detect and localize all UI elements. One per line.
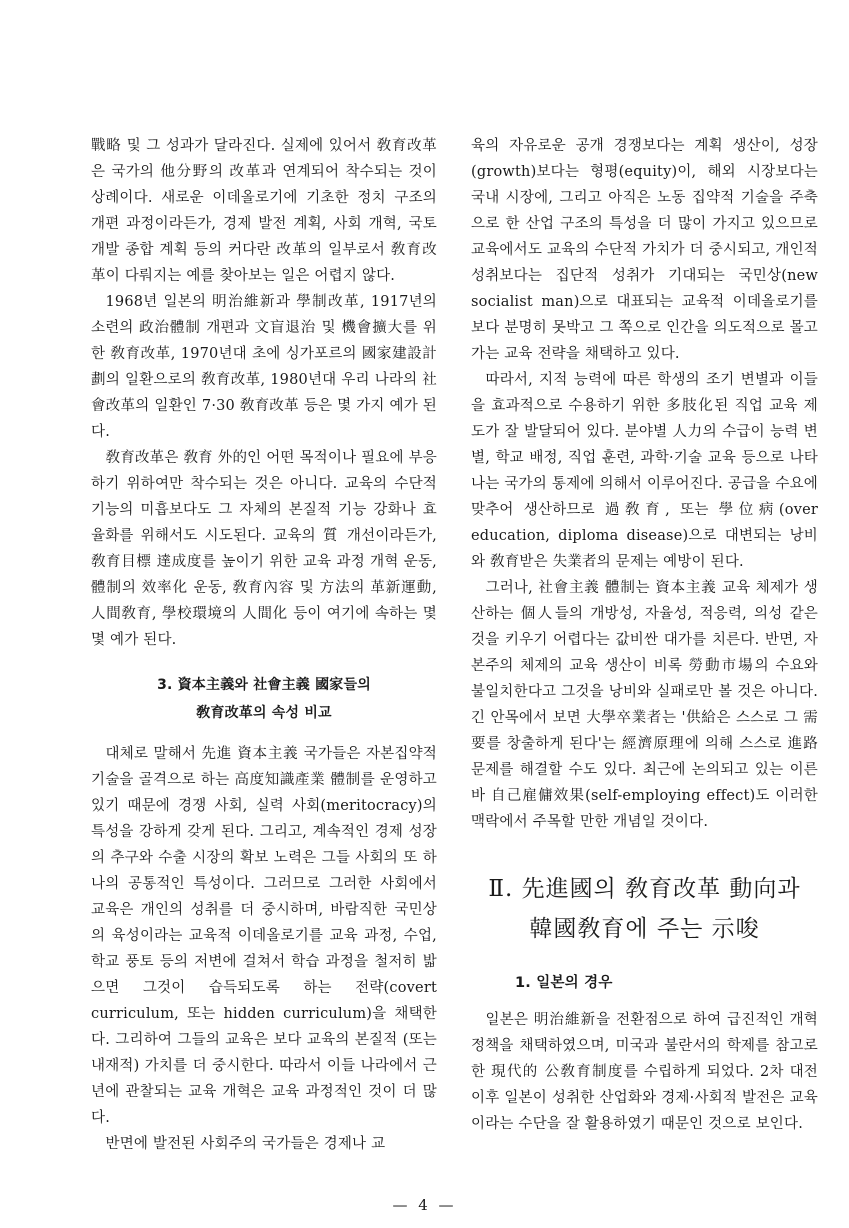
chapter-heading [471, 869, 818, 949]
subsection-heading: 1. 일본의 경우 [515, 975, 613, 991]
body-paragraph: 그러나, 社會主義 體制는 資本主義 교육 체제가 생산하는 個人들의 개방성, 자율성, 적응력, 의성 같은 것을 키우기 어렵다는 값비싼 대가를 치른다. 반면, 자본주의 체제의 교육 생산이 비록 勞動市場의 수요와 불일치한다고 그것을 낭비와 실패로만 볼 것은 아니다. 긴 안목에서 보면 大學卒業者는 '供給은 스스로 그 需要를 창출하게 된다'는 經濟原理에 의해 스스로 進路 문제를 해결할 수도 있다. 최근에 논의되고 있는 이른바 自己雇傭效果(self-employing effect)도 이러한 맥락에서 주목할 만한 개념일 것이다. [471, 580, 818, 830]
body-paragraph: 반면에 발전된 사회주의 국가들은 경제나 교 [105, 1136, 386, 1152]
body-paragraph: 敎育改革은 敎育 外的인 어떤 목적이나 필요에 부응하기 위하여만 착수되는 것은 아니다. 교육의 수단적 기능의 미흡보다도 그 자체의 본질적 기능 강화나 효율화를 위해서도 시도된다. 교육의 質 개선이라든가, 敎育目標 達成度를 높이기 위한 교육 과정 개혁 운동, 體制의 效率化 운동, 敎育內容 및 方法의 革新運動, 人間敎育, 學校環境의 人間化 등이 여기에 속하는 몇몇 예가 된다. [91, 450, 437, 648]
body-paragraph: 1968년 일본의 明治維新과 學制改革, 1917년의 소련의 政治體制 개편과 文盲退治 및 機會擴大를 위한 敎育改革, 1970년대 초에 싱가포르의 國家建設計劃의 일환으로의 敎育改革, 1980년대 우리 나라의 社會改革의 일환인 7·30 敎育改革 등은 몇 가지 예가 된다. [91, 294, 437, 440]
section-heading [91, 671, 437, 727]
body-paragraph: 따라서, 지적 능력에 따른 학생의 조기 변별과 이들을 효과적으로 수용하기 위한 多肢化된 직업 교육 제도가 잘 발달되어 있다. 분야별 人力의 수급이 능력 변별, 학교 배정, 직업 훈련, 과학·기술 교육 등으로 나타나는 국가의 통제에 의해서 이루어진다. 공급을 수요에 맞추어 생산하므로 過敎育, 또는 學位病(over education, diploma disease)으로 대변되는 낭비와 敎育받은 失業者의 문제는 예방이 된다. [471, 372, 818, 570]
body-paragraph: 대체로 말해서 先進 資本主義 국가들은 자본집약적 기술을 골격으로 하는 高度知識產業 體制를 운영하고 있기 때문에 경쟁 사회, 실력 사회(meritocracy)의 특성을 강하게 갖게 된다. 그리고, 계속적인 경제 성장의 추구와 수출 시장의 확보 노력은 그들 사회의 또 하나의 공통적인 특성이다. 그러므로 그러한 사회에서 교육은 개인의 성취를 더 중시하며, 바람직한 국민상의 육성이라는 교육적 이데올로기를 교육 과정, 수업, 학교 풍토 등의 저변에 걸쳐서 학습 과정을 철저히 밟으면 그것이 습득되도록 하는 전략(covert curriculum, 또는 hidden curriculum)을 채택한다. 그리하여 그들의 교육은 보다 교육의 본질적 (또는 내재적) 가치를 더 중시한다. 따라서 이들 나라에서 근년에 관찰되는 교육 개혁은 교육 과정적인 것이 더 많다. [91, 746, 437, 1126]
section-heading-line: 敎育改革의 속성 비교 [196, 705, 332, 721]
right-column [471, 133, 818, 1137]
page-number: — 4 — [392, 1196, 457, 1214]
chapter-heading-line: Ⅱ. 先進國의 敎育改革 動向과 [488, 876, 801, 902]
section-heading-line: 3. 資本主義와 社會主義 國家들의 [157, 677, 371, 693]
chapter-heading-line: 韓國敎育에 주는 示唆 [529, 916, 760, 942]
body-paragraph: 일본은 明治維新을 전환점으로 하여 급진적인 개혁 정책을 채택하였으며, 미국과 불란서의 학제를 참고로 한 現代的 公敎育制度를 수립하게 되었다. 2차 대전 이후 일본이 성취한 산업화와 경제·사회적 발전은 교육이라는 수단을 잘 활용하였기 때문인 것으로 보인다. [471, 1012, 818, 1132]
left-column [91, 133, 437, 1157]
body-paragraph: 戰略 및 그 성과가 달라진다. 실제에 있어서 敎育改革은 국가의 他分野의 改革과 연계되어 착수되는 것이 상례이다. 새로운 이데올로기에 기초한 정치 구조의 개편 과정이라든가, 경제 발전 계획, 사회 개혁, 국토 개발 종합 계획 등의 커다란 改革의 일부로서 敎育改革이 다뤄지는 예를 찾아보는 일은 어렵지 않다. [91, 138, 437, 284]
body-paragraph: 육의 자유로운 공개 경쟁보다는 계획 생산이, 성장(growth)보다는 형평(equity)이, 해외 시장보다는 국내 시장에, 그리고 아직은 노동 집약적 기술을 주축으로 한 산업 구조의 특성을 더 많이 가지고 있으므로 교육에서도 교육의 수단적 가치가 더 중시되고, 개인적 성취보다는 집단적 성취가 기대되는 국민상(new socialist man)으로 대표되는 교육적 이데올로기를 보다 분명히 못박고 그 쪽으로 인간을 의도적으로 몰고가는 교육 전략을 채택하고 있다. [471, 138, 818, 362]
